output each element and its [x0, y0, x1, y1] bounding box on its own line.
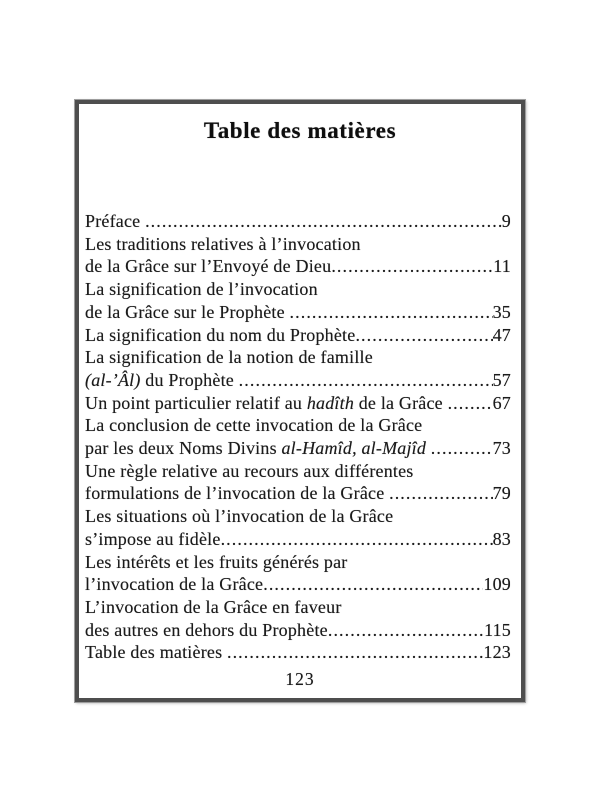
toc-entry-text: Les intérêts et les fruits générés par	[85, 551, 348, 572]
toc-entry	[85, 210, 511, 233]
toc-entry-text: L’invocation de la Grâce en faveur	[85, 596, 342, 617]
dot-leader	[221, 528, 493, 551]
toc-entry	[85, 551, 511, 596]
toc-page-number: 79	[492, 483, 511, 504]
toc-entry-line	[85, 551, 511, 574]
page-title: Table des matières	[203, 118, 397, 143]
toc-entry-line	[85, 324, 511, 347]
toc-entry-line	[85, 301, 511, 324]
toc-entry-line	[85, 460, 511, 483]
toc-entry	[85, 596, 511, 641]
toc-entry-text: de la Grâce sur l’Envoyé de Dieu	[85, 256, 332, 277]
toc-page-number: 35	[492, 301, 511, 322]
toc-entry-line	[85, 619, 511, 642]
toc-entry-text: de la Grâce sur le Prophète	[85, 301, 290, 322]
toc-entry-line	[85, 255, 511, 278]
toc-list	[85, 210, 511, 664]
toc-entry-text: Les traditions relatives à l’invocation	[85, 233, 361, 254]
dot-leader	[328, 619, 484, 642]
toc-entry-text: des autres en dehors du Prophète	[85, 619, 328, 640]
toc-entry-text: Un point particulier relatif au hadîth de la Grâce	[85, 392, 448, 413]
dot-leader	[355, 324, 492, 347]
toc-entry-text: Une règle relative au recours aux différentes	[85, 460, 414, 481]
dot-leader	[448, 392, 493, 415]
page-number: 123	[285, 669, 315, 690]
toc-page-number: 67	[492, 392, 511, 413]
toc-entry	[85, 460, 511, 505]
toc-page-number: 115	[484, 619, 511, 640]
toc-entry-text: (al-’Âl) du Prophète	[85, 369, 239, 390]
toc-entry	[85, 324, 511, 347]
toc-entry-text: par les deux Noms Divins al-Hamîd, al-Majîd	[85, 438, 427, 459]
toc-page-number: 11	[493, 256, 511, 277]
toc-entry-text: La conclusion de cette invocation de la Grâce	[85, 415, 423, 436]
toc-entry-line	[85, 233, 511, 256]
toc-entry-line	[85, 596, 511, 619]
toc-entry-text: l’invocation de la Grâce	[85, 574, 264, 595]
toc-entry-text: formulations de l’invocation de la Grâce	[85, 483, 390, 504]
toc-page-number: 83	[492, 528, 511, 549]
toc-page-number: 109	[483, 574, 511, 595]
dot-leader	[431, 437, 493, 460]
toc-page-number: 73	[492, 438, 511, 459]
dot-leader	[331, 255, 493, 278]
toc-entry-line	[85, 573, 511, 596]
book-page	[75, 100, 525, 702]
dot-leader	[145, 210, 502, 233]
toc-entry	[85, 278, 511, 323]
toc-entry	[85, 641, 511, 664]
toc-entry	[85, 346, 511, 391]
toc-entry-line	[85, 210, 511, 233]
toc-entry-text: La signification du nom du Prophète	[85, 324, 356, 345]
dot-leader	[263, 573, 483, 596]
toc-entry-line	[85, 437, 511, 460]
toc-entry-text: La signification de l’invocation	[85, 279, 318, 300]
toc-entry-text: Préface	[85, 211, 146, 231]
toc-entry-line	[85, 278, 511, 301]
dot-leader	[227, 641, 483, 664]
toc-entry	[85, 233, 511, 278]
toc-entry-text: s’impose au fidèle	[85, 528, 221, 549]
dot-leader	[389, 482, 493, 505]
toc-entry-line	[85, 482, 511, 505]
toc-page-number: 123	[483, 642, 511, 663]
toc-entry-text: Table des matières	[85, 642, 227, 663]
toc-entry	[85, 392, 511, 415]
toc-entry	[85, 414, 511, 459]
toc-entry-line	[85, 369, 511, 392]
toc-page-number: 57	[492, 369, 511, 390]
toc-entry-text: La signification de la notion de famille	[85, 347, 373, 368]
toc-page-number: 9	[501, 211, 511, 231]
dot-leader	[239, 369, 493, 392]
toc-entry-line	[85, 414, 511, 437]
toc-entry-line	[85, 641, 511, 664]
toc-page-number: 47	[492, 324, 511, 345]
toc-entry-line	[85, 392, 511, 415]
toc-entry-line	[85, 528, 511, 551]
toc-entry-text: Les situations où l’invocation de la Grâce	[85, 506, 394, 527]
toc-entry	[85, 505, 511, 550]
toc-entry-line	[85, 505, 511, 528]
toc-entry-line	[85, 346, 511, 369]
dot-leader	[290, 301, 493, 324]
